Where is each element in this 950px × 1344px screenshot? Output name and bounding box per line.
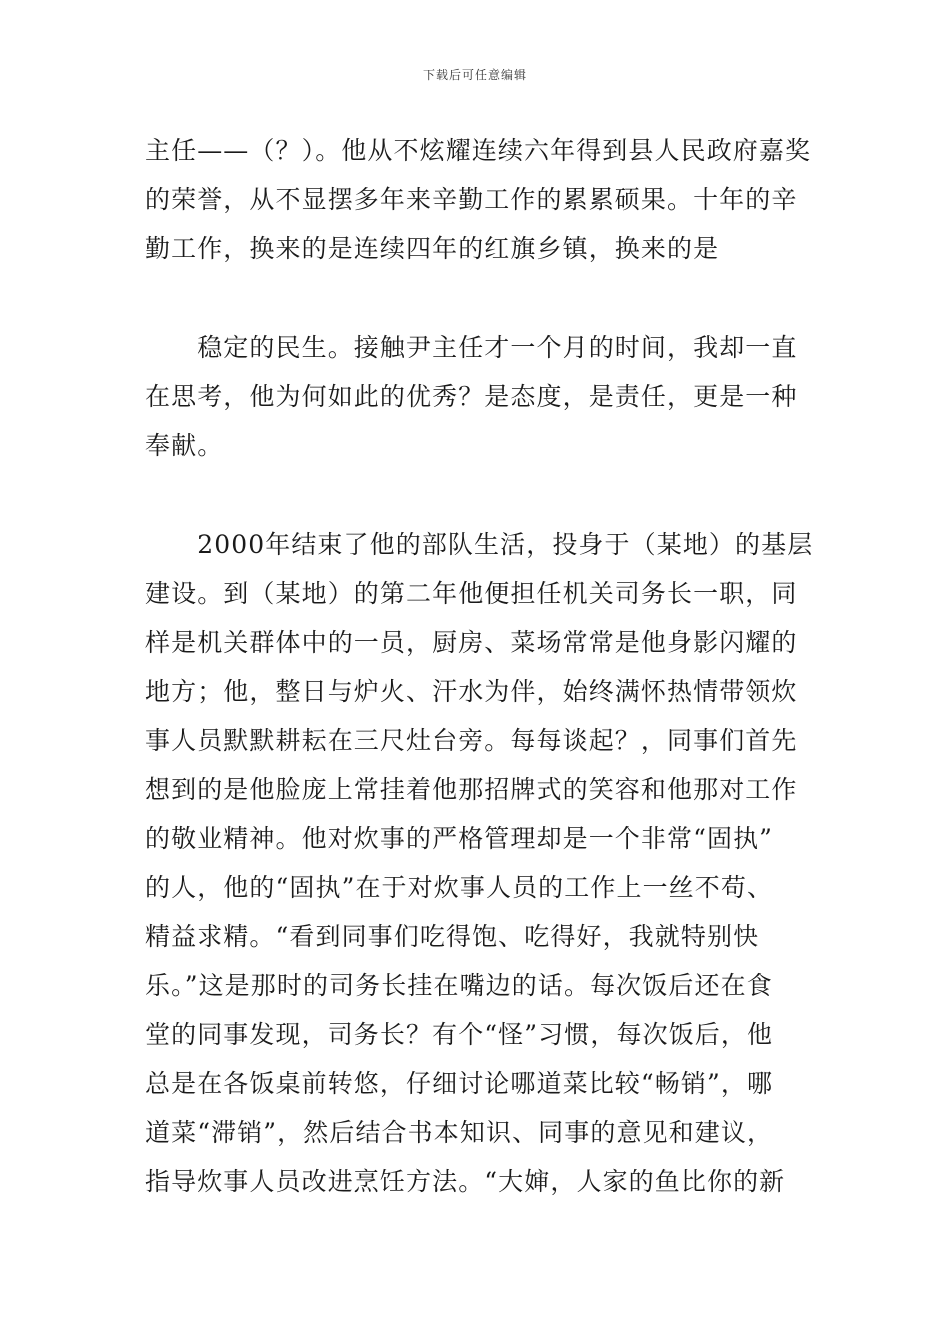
text-line: 的人，他的“固执”在于对炊事人员的工作上一丝不苟、: [145, 873, 774, 902]
text-line: 样是机关群体中的一员，厨房、菜场常常是他身影闪耀的: [145, 628, 798, 657]
text-line: 2000年结束了他的部队生活，投身于（某地）的基层: [145, 530, 814, 559]
text-line: 主任——（？）。他从不炫耀连续六年得到县人民政府嘉奖: [145, 136, 812, 165]
page-header: 下载后可任意编辑: [422, 68, 527, 82]
text-line: 的荣誉，从不显摆多年来辛勤工作的累累硕果。十年的辛: [145, 185, 798, 214]
text-line: 精益求精。“看到同事们吃得饱、吃得好，我就特别快: [145, 922, 760, 951]
text-line: 道菜“滞销”，然后结合书本知识、同事的意见和建议，: [145, 1118, 774, 1147]
text-line: 建设。到（某地）的第二年他便担任机关司务长一职，同: [145, 579, 798, 608]
text-line: 勤工作，换来的是连续四年的红旗乡镇，换来的是: [145, 234, 720, 263]
text-line: 奉献。: [145, 431, 224, 460]
text-line: 乐。”这是那时的司务长挂在嘴边的话。每次饭后还在食: [145, 971, 773, 1000]
paragraph-1: [145, 126, 812, 273]
text-line: 稳定的民生。接触尹主任才一个月的时间，我却一直: [145, 333, 798, 362]
text-line: 在思考，他为何如此的优秀？是态度，是责任，更是一种: [145, 382, 798, 411]
paragraph-gap: [145, 470, 807, 520]
text-line: 总是在各饭桌前转悠，仔细讨论哪道菜比较“畅销”，哪: [145, 1069, 774, 1098]
paragraph-gap: [145, 273, 807, 323]
paragraph-2: [145, 323, 807, 470]
text-line: 事人员默默耕耘在三尺灶台旁。每每谈起？，同事们首先: [145, 726, 798, 755]
text-line: 的敬业精神。他对炊事的严格管理却是一个非常“固执”: [145, 824, 774, 853]
text-line: 想到的是他脸庞上常挂着他那招牌式的笑容和他那对工作: [145, 775, 798, 804]
text-line: 地方；他，整日与炉火、汗水为伴，始终满怀热情带领炊: [145, 677, 798, 706]
paragraph-3: [145, 520, 814, 1206]
document-body: [145, 126, 814, 1206]
text-line: 堂的同事发现，司务长？有个“怪”习惯，每次饭后，他: [145, 1020, 774, 1049]
text-line: 指导炊事人员改进烹饪方法。“大婶，人家的鱼比你的新: [145, 1167, 786, 1196]
